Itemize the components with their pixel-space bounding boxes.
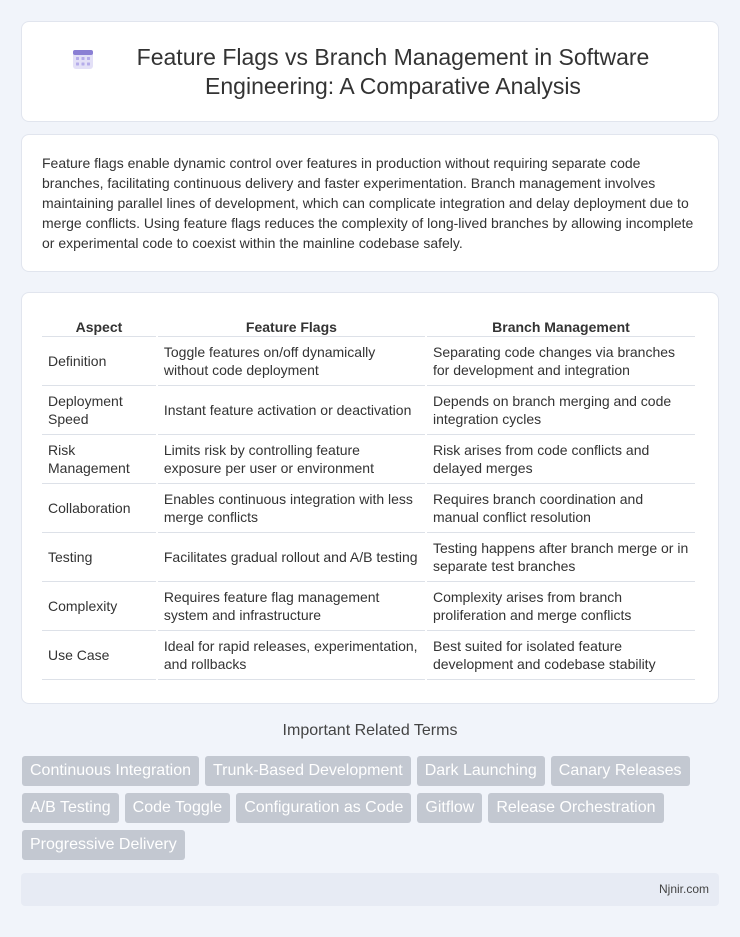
row-aspect: Testing — [42, 533, 156, 582]
table-row — [42, 435, 695, 484]
title-card — [21, 21, 719, 122]
tag-configuration-as-code[interactable]: Configuration as Code — [236, 793, 411, 823]
calendar-grid-icon — [72, 48, 94, 70]
row-feature-flags: Enables continuous integration with less merge conflicts — [158, 484, 425, 533]
comparison-table-card — [21, 292, 719, 704]
header-feature-flags: Feature Flags — [158, 313, 425, 337]
table-row — [42, 386, 695, 435]
table-header-row — [42, 313, 695, 337]
row-branch-management: Depends on branch merging and code integration cycles — [427, 386, 695, 435]
footer — [21, 873, 719, 906]
tag-continuous-integration[interactable]: Continuous Integration — [22, 756, 199, 786]
row-branch-management: Requires branch coordination and manual conflict resolution — [427, 484, 695, 533]
row-aspect: Risk Management — [42, 435, 156, 484]
row-branch-management: Complexity arises from branch proliferation and merge conflicts — [427, 582, 695, 631]
intro-card — [21, 134, 719, 272]
tag-canary-releases[interactable]: Canary Releases — [551, 756, 690, 786]
row-aspect: Use Case — [42, 631, 156, 680]
row-branch-management: Separating code changes via branches for development and integration — [427, 337, 695, 386]
row-feature-flags: Requires feature flag management system and infrastructure — [158, 582, 425, 631]
tag-progressive-delivery[interactable]: Progressive Delivery — [22, 830, 185, 860]
table-row — [42, 631, 695, 680]
table-row — [42, 337, 695, 386]
title-wrap — [72, 43, 668, 101]
table-row — [42, 533, 695, 582]
related-terms-title: Important Related Terms — [282, 722, 458, 739]
tag-trunk-based-development[interactable]: Trunk-Based Development — [205, 756, 411, 786]
table-row — [42, 582, 695, 631]
row-aspect: Complexity — [42, 582, 156, 631]
row-branch-management: Best suited for isolated feature development and codebase stability — [427, 631, 695, 680]
footer-site-link[interactable]: Njnir.com — [658, 882, 709, 896]
header-aspect: Aspect — [42, 313, 156, 337]
row-aspect: Deployment Speed — [42, 386, 156, 435]
row-feature-flags: Facilitates gradual rollout and A/B testing — [158, 533, 425, 582]
tag-release-orchestration[interactable]: Release Orchestration — [488, 793, 663, 823]
row-aspect: Definition — [42, 337, 156, 386]
row-feature-flags: Limits risk by controlling feature exposure per user or environment — [158, 435, 425, 484]
table-row — [42, 484, 695, 533]
intro-paragraph: Feature flags enable dynamic control over features in production without requiring separate code branches, facilitating continuous delivery and faster experimentation. Branch management involves maintaining parallel lines of development, which can complicate integration and delay deployment due to merge conflicts. Using feature flags reduces the complexity of long-lived branches by allowing incomplete or experimental code to coexist within the mainline codebase safely. — [42, 155, 694, 251]
row-feature-flags: Toggle features on/off dynamically without code deployment — [158, 337, 425, 386]
row-branch-management: Testing happens after branch merge or in separate test branches — [427, 533, 695, 582]
tag-ab-testing[interactable]: A/B Testing — [22, 793, 119, 823]
comparison-table — [40, 313, 697, 680]
tag-code-toggle[interactable]: Code Toggle — [125, 793, 231, 823]
row-feature-flags: Ideal for rapid releases, experimentation, and rollbacks — [158, 631, 425, 680]
row-aspect: Collaboration — [42, 484, 156, 533]
row-feature-flags: Instant feature activation or deactivation — [158, 386, 425, 435]
header-branch-management: Branch Management — [427, 313, 695, 337]
row-branch-management: Risk arises from code conflicts and delayed merges — [427, 435, 695, 484]
page-title: Feature Flags vs Branch Management in Software Engineering: A Comparative Analysis — [136, 43, 650, 99]
related-terms-list — [22, 756, 712, 860]
tag-dark-launching[interactable]: Dark Launching — [417, 756, 545, 786]
tag-gitflow[interactable]: Gitflow — [417, 793, 482, 823]
